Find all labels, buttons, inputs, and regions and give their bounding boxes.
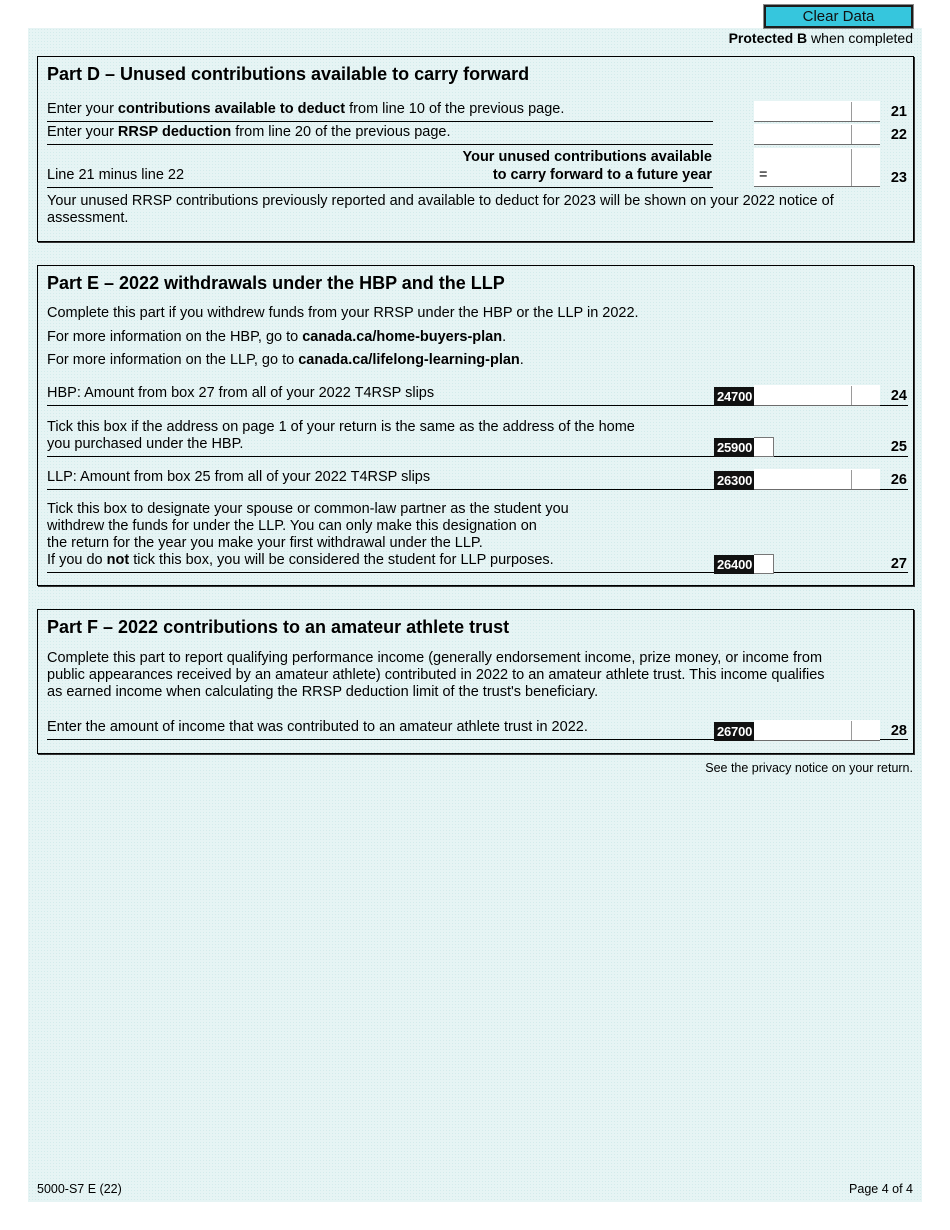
llp-link[interactable]: canada.ca/lifelong-learning-plan <box>298 352 520 368</box>
line-25-label-1: Tick this box if the address on page 1 of your return is the same as the address of the home <box>47 419 635 435</box>
line-25-number: 25 <box>890 439 907 455</box>
part-d-note: Your unused RRSP contributions previously reported and available to deduct for 2023 will be shown on your 2022 notice of assessment. <box>47 193 834 226</box>
part-e-intro: Complete this part if you withdrew funds from your RRSP under the HBP or the LLP in 2022. <box>47 305 639 321</box>
line-27-code: 26400 <box>714 555 755 574</box>
hbp-link[interactable]: canada.ca/home-buyers-plan <box>302 329 503 345</box>
line-25-label-2: you purchased under the HBP. <box>47 436 244 452</box>
part-f-intro-2: public appearances received by an amateur athlete) contributed in 2022 to an amateur athlete trust. This income qualifies <box>47 667 825 683</box>
part-f-intro-1: Complete this part to report qualifying performance income (generally endorsement income, prize money, or income from <box>47 650 823 666</box>
part-d-title: Part D – Unused contributions available to carry forward <box>47 64 530 84</box>
line-23-label: Line 21 minus line 22 <box>47 167 185 183</box>
line-23-equals-operator: = <box>759 167 768 183</box>
line-27-label-2: withdrew the funds for under the LLP. You can only make this designation on <box>47 518 537 534</box>
line-27-label-1: Tick this box to designate your spouse or common-law partner as the student you <box>47 501 569 517</box>
line-24-input[interactable] <box>754 385 880 406</box>
line-25-rule <box>47 456 908 457</box>
line-23-input[interactable] <box>754 148 880 187</box>
part-e-title: Part E – 2022 withdrawals under the HBP and the LLP <box>47 273 505 293</box>
line-23-rule <box>47 187 713 188</box>
line-22-number: 22 <box>890 127 907 143</box>
line-28-number: 28 <box>890 723 907 739</box>
line-28-code: 26700 <box>714 722 755 741</box>
line-21-label: Enter your contributions available to deduct from line 10 of the previous page. <box>47 101 565 117</box>
page-number: Page 4 of 4 <box>849 1182 913 1196</box>
privacy-notice: See the privacy notice on your return. <box>705 761 913 775</box>
part-f-section <box>37 609 914 754</box>
line-24-label: HBP: Amount from box 27 from all of your 2022 T4RSP slips <box>47 385 435 401</box>
line-26-input[interactable] <box>754 469 880 490</box>
line-27-number: 27 <box>890 556 907 572</box>
line-26-label: LLP: Amount from box 25 from all of your 2022 T4RSP slips <box>47 469 431 485</box>
part-e-section <box>37 265 914 586</box>
line-22-rule <box>47 144 713 145</box>
form-identifier: 5000-S7 E (22) <box>37 1182 122 1196</box>
line-24-code: 24700 <box>714 387 755 406</box>
part-d-section <box>37 56 914 242</box>
line-21-input[interactable] <box>754 101 880 122</box>
part-f-intro-3: as earned income when calculating the RRSP deduction limit of the trust's beneficiary. <box>47 684 599 700</box>
line-22-label: Enter your RRSP deduction from line 20 of the previous page. <box>47 124 451 140</box>
line-25-code: 25900 <box>714 438 755 457</box>
line-22-input[interactable] <box>754 124 880 145</box>
line-23-number: 23 <box>890 170 907 186</box>
part-f-title: Part F – 2022 contributions to an amateur athlete trust <box>47 617 510 637</box>
line-28-label: Enter the amount of income that was contributed to an amateur athlete trust in 2022. <box>47 719 588 735</box>
line-27-checkbox[interactable] <box>754 554 774 574</box>
line-28-input[interactable] <box>754 720 880 741</box>
line-23-result-label-2: to carry forward to a future year <box>492 167 712 183</box>
line-27-label-3: the return for the year you make your first withdrawal under the LLP. <box>47 535 483 551</box>
line-27-label-4: If you do not tick this box, you will be considered the student for LLP purposes. <box>47 552 554 568</box>
hbp-info: For more information on the HBP, go to canada.ca/home-buyers-plan. <box>47 329 507 345</box>
line-26-code: 26300 <box>714 471 755 490</box>
line-21-number: 21 <box>890 104 907 120</box>
line-24-number: 24 <box>890 388 907 404</box>
llp-info: For more information on the LLP, go to canada.ca/lifelong-learning-plan. <box>47 352 524 368</box>
clear-data-button[interactable]: Clear Data <box>764 5 913 28</box>
line-23-result-label-1: Your unused contributions available <box>462 149 712 165</box>
line-26-number: 26 <box>890 472 907 488</box>
line-21-rule <box>47 121 713 122</box>
line-25-checkbox[interactable] <box>754 437 774 457</box>
line-27-rule <box>47 572 908 573</box>
protected-b-notice: Protected B when completed <box>728 30 913 46</box>
